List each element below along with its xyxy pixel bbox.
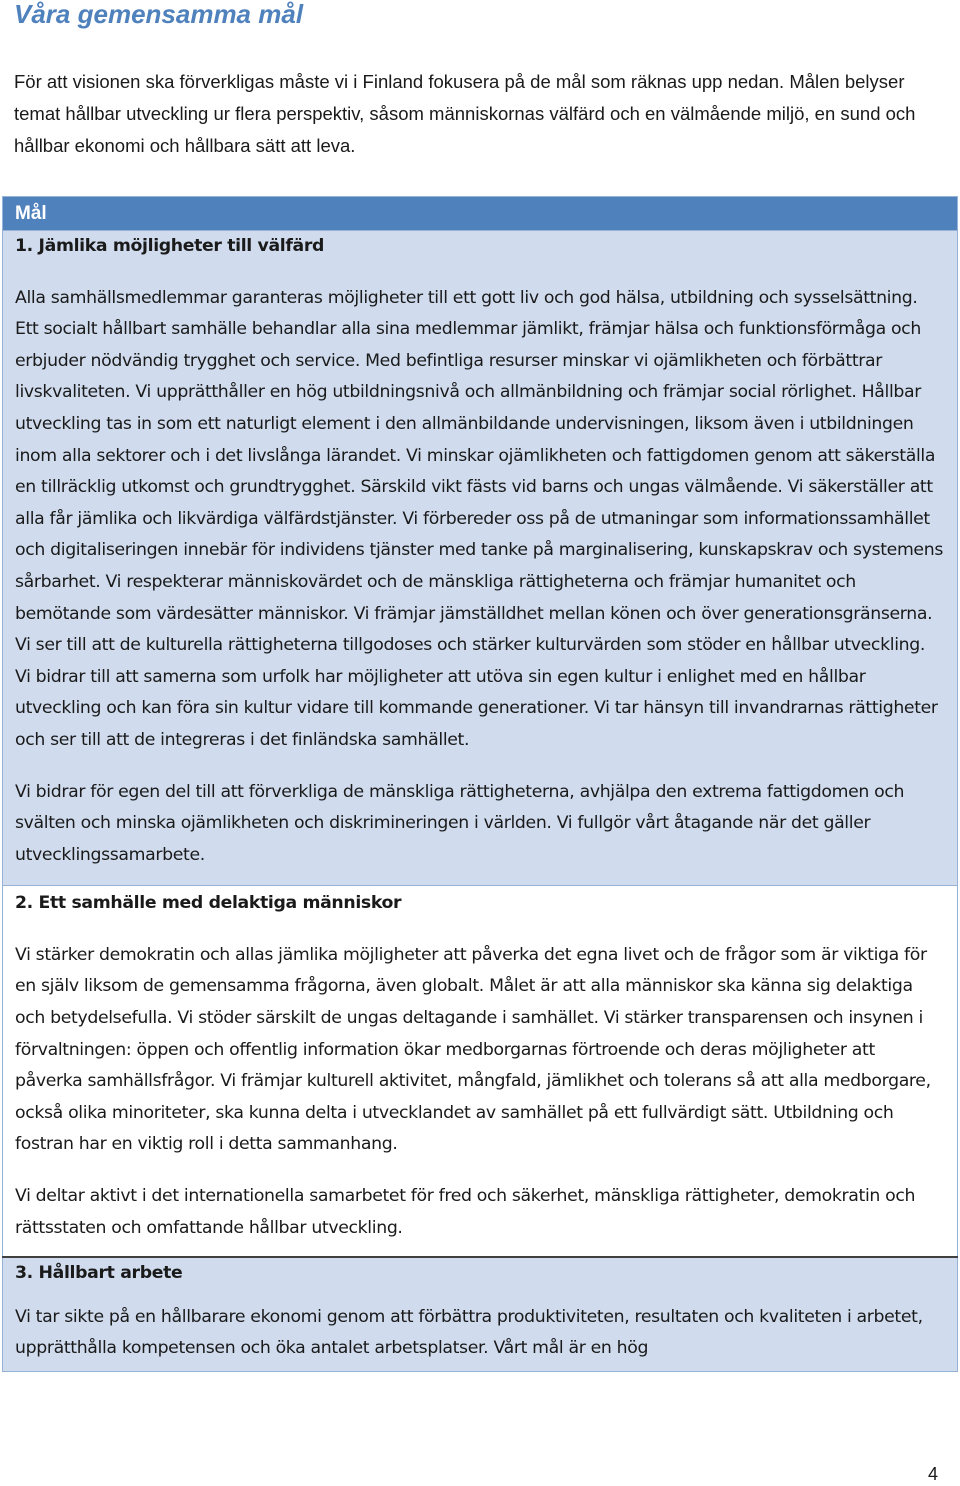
goal-title-3: 3. Hållbart arbete (15, 1263, 183, 1284)
goal-3-paragraph-1: Vi tar sikte på en hållbarare ekonomi genom att förbättra produktiviteten, resultaten och kvaliteten i arbetet, upprätthålla kompetensen och öka antalet arbetsplatser. Vårt mål är en hög (15, 1306, 923, 1359)
goal-row-3 (3, 1257, 958, 1371)
page-number: 4 (927, 1464, 938, 1484)
goal-row-2 (3, 886, 958, 1257)
goal-cell-1 (3, 231, 958, 886)
goal-cell-3 (3, 1257, 958, 1371)
intro-paragraph: För att visionen ska förverkligas måste vi i Finland fokusera på de mål som räknas upp nedan. Målen belyser temat hållbar utveckling ur flera perspektiv, såsom människornas välfärd och en välmående miljö, en sund och hållbar ekonomi och hållbara sätt att leva. (14, 71, 916, 156)
goal-row-1 (3, 231, 958, 886)
goal-1-paragraph-1: Alla samhällsmedlemmar garanteras möjligheter till ett gott liv och god hälsa, utbildning och sysselsättning. Ett socialt hållbart samhälle behandlar alla sina medlemmar jämlikt, främjar hälsa och funktionsförmåga och erbjuder nödvändig trygghet och service. Med befintliga resurser minskar vi ojämlikheten och förbättrar livskvaliteten. Vi upprätthåller en hög utbildningsnivå och allmänbildning och främjar social rörlighet. Hållbar utveckling tas in som ett naturligt element i den allmänbildande undervisningen, liksom även i utbildningen inom alla sektorer och i det livslånga lärandet. Vi minskar ojämlikheten och fattigdomen genom att säkerställa en tillräcklig utkomst och grundtrygghet. Särskild vikt fästs vid barns och ungas välmående. Vi säkerställer att alla får jämlika och likvärdiga välfärdstjänster. Vi förbereder oss på de utmaningar som informationssamhället och digitaliseringen innebär för individens tjänster med tanke på marginalisering, kunskapskrav och systemens sårbarhet. Vi respekterar människovärdet och de mänskliga rättigheterna och främjar humanitet och bemötande som värdesätter människor. Vi främjar jämställdhet mellan könen och över generationsgränserna. Vi ser till att de kulturella rättigheterna tillgodoses och stärker kulturvärden som stöder en hållbar utveckling. Vi bidrar till att samerna som urfolk har möjligheter att utöva sin egen kultur i enlighet med en hållbar utveckling och kan föra sin kultur vidare till kommande generationer. Vi tar hänsyn till invandrarnas rättigheter och ser till att de integreras i det finländska samhället. (15, 287, 943, 750)
goal-title-2: 2. Ett samhälle med delaktiga människor (15, 893, 402, 914)
goals-table (2, 196, 958, 1372)
goal-cell-2 (3, 886, 958, 1257)
goals-table-header-row (3, 197, 958, 231)
goal-2-paragraph-1: Vi stärker demokratin och allas jämlika möjligheter att påverka det egna livet och de frågor som är viktiga för en själv liksom de gemensamma frågorna, även globalt. Målet är att alla människor ska känna sig delaktiga och betydelsefulla. Vi stöder särskilt de ungas deltagande i samhället. Vi stärker transparensen och insynen i förvaltningen: öppen och offentlig information ökar medborgarnas förtroende och deras möjligheter att påverka samhällsfrågor. Vi främjar kulturell aktivitet, mångfald, jämlikhet och tolerans så att alla medborgare, också olika minoriteter, ska kunna delta i utvecklandet av samhället på ett fullvärdigt sätt. Utbildning och fostran har en viktig roll i detta sammanhang. (15, 944, 931, 1155)
goal-1-paragraph-2: Vi bidrar för egen del till att förverkliga de mänskliga rättigheterna, avhjälpa den extrema fattigdomen och svälten och minska ojämlikheten och diskrimineringen i världen. Vi fullgör vårt åtagande när det gäller utvecklingssamarbete. (15, 781, 905, 865)
page-title: Våra gemensamma mål (14, 0, 304, 29)
goals-table-header: Mål (3, 197, 958, 231)
goal-2-paragraph-2: Vi deltar aktivt i det internationella samarbetet för fred och säkerhet, mänskliga rättigheter, demokratin och rättsstaten och omfattande hållbar utveckling. (15, 1186, 916, 1238)
goal-title-1: 1. Jämlika möjligheter till välfärd (15, 236, 325, 256)
